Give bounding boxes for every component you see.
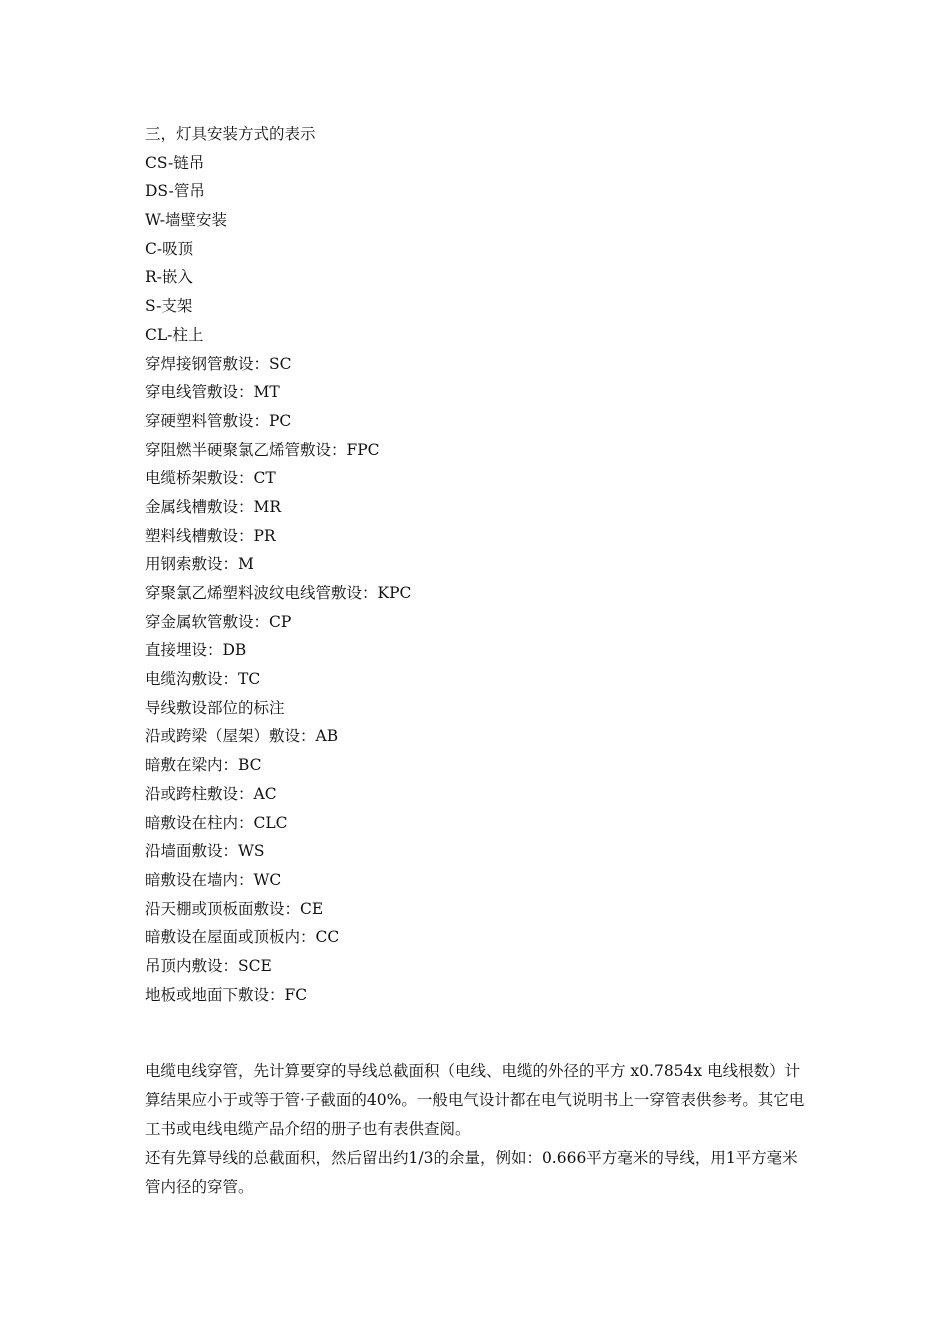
list-item: 沿或跨柱敷设：AC <box>145 784 277 803</box>
subsection-heading: 导线敷设部位的标注 <box>145 698 285 717</box>
list-item: 电缆桥架敷设：CT <box>145 469 276 488</box>
list-item: 电缆沟敷设：TC <box>145 670 261 689</box>
list-item: R-嵌入 <box>145 268 193 287</box>
list-item: 沿或跨梁（屋架）敷设：AB <box>145 727 339 746</box>
explanation-block <box>145 1057 815 1202</box>
list-item: 暗敷设在墙内：WC <box>145 870 282 889</box>
list-item: 穿阻燃半硬聚氯乙烯管敷设：FPC <box>145 440 380 459</box>
list-item: 穿金属软管敷设：CP <box>145 612 292 631</box>
list-item: 穿焊接钢管敷设：SC <box>145 354 292 373</box>
list-item: 地板或地面下敷设：FC <box>145 985 308 1004</box>
list-item: 沿墙面敷设：WS <box>145 842 265 861</box>
list-item: DS-管吊 <box>145 182 205 201</box>
list-item: 暗敷在梁内：BC <box>145 756 262 775</box>
list-item: CS-链吊 <box>145 153 205 172</box>
list-item: 暗敷设在屋面或顶板内：CC <box>145 928 340 947</box>
explanation-paragraph: 电缆电线穿管，先计算要穿的导线总截面积（电线、电缆的外径的平方 x0.7854x 电线根数）计算结果应小于或等于管·子截面的40%。一般电气设计都在电气说明书上一穿管表供参考。其它电工书或电线电缆产品介绍的册子也有表供查阅。 <box>145 1062 805 1139</box>
list-item: 金属线槽敷设：MR <box>145 497 282 516</box>
explanation-paragraph: 还有先算导线的总截面积，然后留出约1/3的余量，例如：0.666平方毫米的导线，用1平方毫米管内径的穿管。 <box>145 1149 798 1197</box>
list-item: 暗敷设在柱内：CLC <box>145 813 288 832</box>
list-item: 穿聚氯乙烯塑料波纹电线管敷设：KPC <box>145 584 412 602</box>
list-item: 穿电线管敷设：MT <box>145 383 280 402</box>
list-item: CL-柱上 <box>145 325 204 344</box>
list-item: W-墙壁安装 <box>145 211 228 230</box>
section-heading: 三，灯具安装方式的表示 <box>145 125 316 143</box>
list-item: S-支架 <box>145 297 193 316</box>
list-item: 沿天棚或顶板面敷设：CE <box>145 899 324 918</box>
list-item: 用钢索敷设：M <box>145 555 254 574</box>
list-item: C-吸顶 <box>145 239 194 258</box>
line-list <box>145 120 815 1009</box>
document-content <box>145 120 815 1202</box>
list-item: 穿硬塑料管敷设：PC <box>145 411 292 430</box>
list-item: 塑料线槽敷设：PR <box>145 526 276 545</box>
list-item: 吊顶内敷设：SCE <box>145 956 272 975</box>
list-item: 直接埋设：DB <box>145 641 247 660</box>
